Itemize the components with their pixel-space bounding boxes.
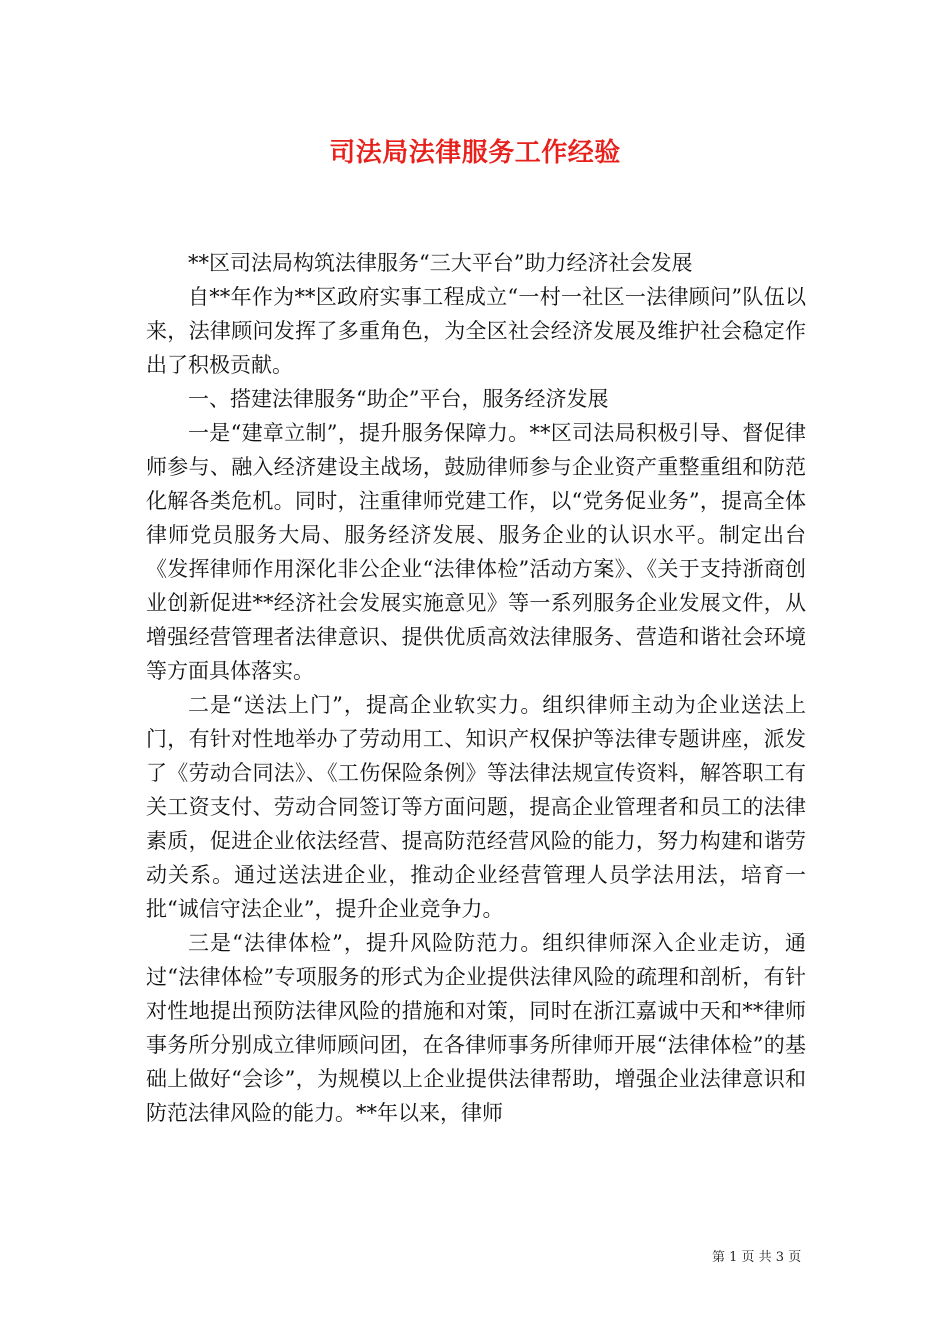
document-body (146, 246, 806, 1130)
intro-paragraph: 自**年作为**区政府实事工程成立“一村一社区一法律顾问”队伍以来，法律顾问发挥了多重角色，为全区社会经济发展及维护社会稳定作出了积极贡献。 (146, 285, 806, 377)
page-number-footer: 第 1 页 共 3 页 (712, 1250, 802, 1265)
section-heading: 一、搭建法律服务“助企”平台，服务经济发展 (188, 387, 609, 411)
subtitle-paragraph: **区司法局构筑法律服务“三大平台”助力经济社会发展 (188, 251, 693, 275)
body-paragraph: 一是“建章立制”，提升服务保障力。**区司法局积极引导、督促律师参与、融入经济建设主战场，鼓励律师参与企业资产重整重组和防范化解各类危机。同时，注重律师党建工作，以“党务促业务”，提高全体律师党员服务大局、服务经济发展、服务企业的认识水平。制定出台《发挥律师作用深化非公企业“法律体检”活动方案》、《关于支持浙商创业创新促进**经济社会发展实施意见》等一系列服务企业发展文件，从增强经营管理者法律意识、提供优质高效法律服务、营造和谐社会环境等方面具体落实。 (146, 421, 806, 683)
body-paragraph: 三是“法律体检”，提升风险防范力。组织律师深入企业走访，通过“法律体检”专项服务的形式为企业提供法律风险的疏理和剖析，有针对性地提出预防法律风险的措施和对策，同时在浙江嘉诚中天和**律师事务所分别成立律师顾问团，在各律师事务所律师开展“法律体检”的基础上做好“会诊”，为规模以上企业提供法律帮助，增强企业法律意识和防范法律风险的能力。**年以来，律师 (146, 931, 806, 1125)
body-paragraph: 二是“送法上门”，提高企业软实力。组织律师主动为企业送法上门，有针对性地举办了劳动用工、知识产权保护等法律专题讲座，派发了《劳动合同法》、《工伤保险条例》等法律法规宣传资料，解答职工有关工资支付、劳动合同签订等方面问题，提高企业管理者和员工的法律素质，促进企业依法经营、提高防范经营风险的能力，努力构建和谐劳动关系。通过送法进企业，推动企业经营管理人员学法用法，培育一批“诚信守法企业”，提升企业竞争力。 (146, 693, 806, 921)
document-title: 司法局法律服务工作经验 (329, 138, 621, 168)
